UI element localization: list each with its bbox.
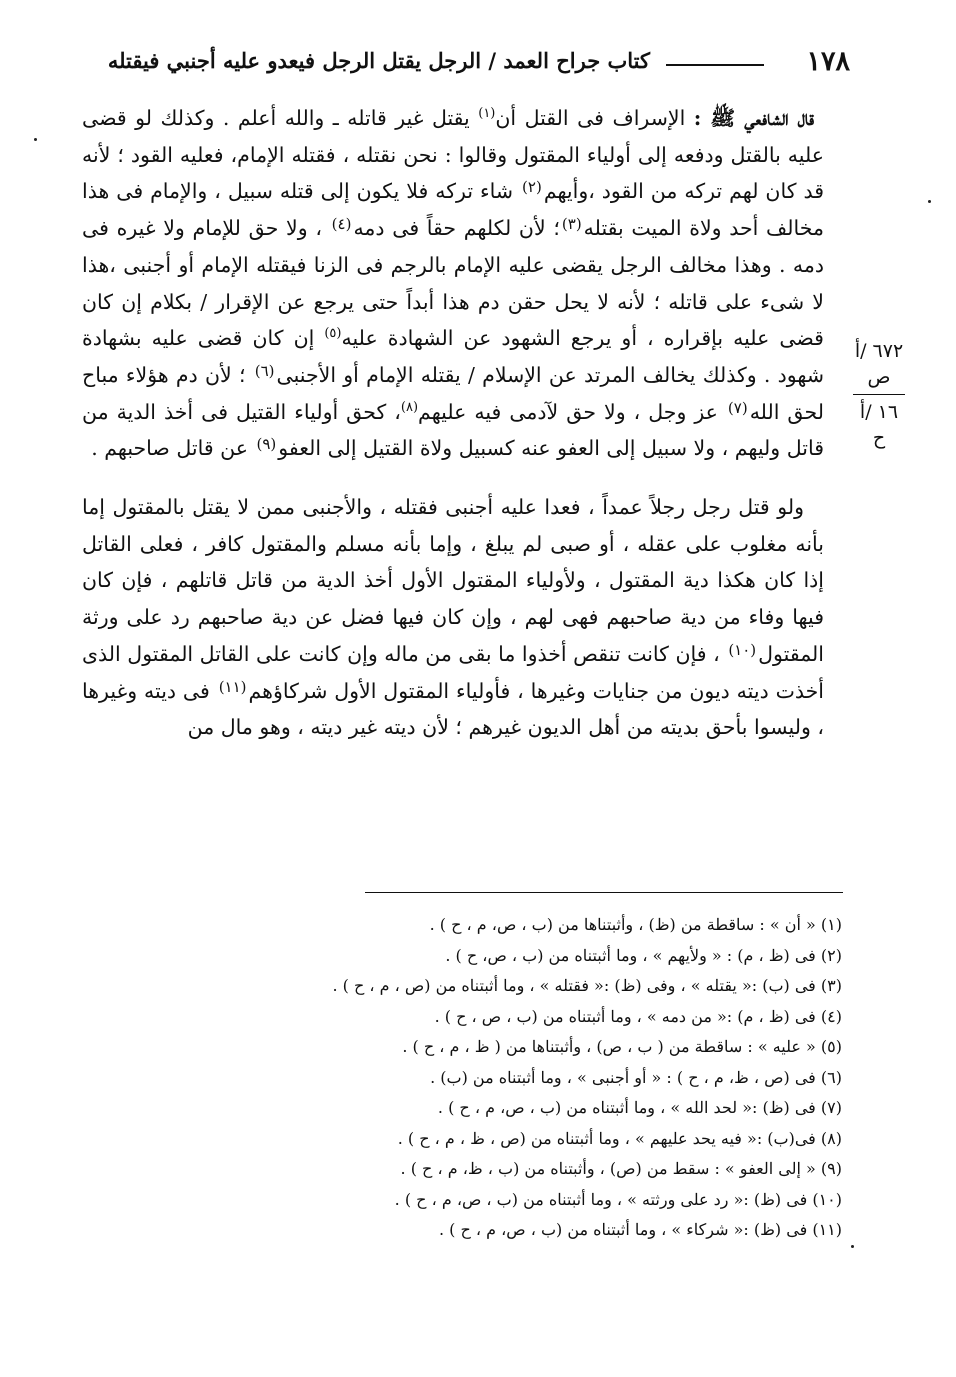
text-segment: عن قاتل صاحبهم . [91,436,255,461]
footnote-ref: (٦) [254,361,275,380]
text-segment: عز وجل ، ولا حق لآدمى فيه عليهم [418,399,726,424]
scan-speck [34,138,37,141]
footnote-ref: (٧) [727,398,748,417]
page-number: ١٧٨ [806,46,850,77]
paragraph-2 [82,489,824,746]
footnote: (١٠) فى (ظ) :« رد على ورثته » ، وما أثبتناه من (ب ، ص، م ، ح ) . [394,1189,842,1209]
footnote: (٩) « إلى العفو » : سقط من (ص) ، وأثبتناه من (ب ، ظ، م ، ح ) . [400,1159,842,1178]
footnote-ref: (٤) [331,215,352,234]
text-segment: إن كان قضى عليه بشهادة شهود . وكذلك يخالف المرتد عن الإسلام / يقتله الإمام أو الأجنبى [82,326,825,387]
footnote-ref: (٩) [256,435,277,454]
footnote: (٣) فى (ب) :« يقتله » ، وفى (ظ) :« فقتله » ، وما أثبتناه من (ص ، م ، ح ) . [332,976,842,995]
main-text [82,100,824,746]
footnote-ref: (٣) [561,215,582,234]
text-segment: شاء تركه فلا يكون إلى قتله سبيل ، والإمام فى هذا مخالف أحد ولاة الميت بقتله [82,179,824,241]
text-segment: ؛ لأن دم هؤلاء مباح لحق الله [82,362,824,424]
text-segment: الإسراف فى القتل أن [495,106,694,130]
footnotes [240,910,842,1246]
speaker-label: قال الشافعي ﷺ : [693,106,815,130]
footnote: (١) « أن » : ساقطة من (ظ) ، وأثبتناها من (ب ، ص، م ، ح ) . [429,915,842,934]
scan-speck [851,1245,854,1248]
text-segment: ، فإن كانت تنقص أخذوا ما بقى من ماله وإن كانت على القاتل المقتول الذى أخذت ديته ديون من جنايات وغيرها ، فأولياء المقتول الأول شركاؤهم [82,641,824,703]
text-segment: ، ولا حق للإمام ولا غيره فى دمه . وهذا مخالف الرجل يقضى عليه الإمام بالرجم فى الزنا فيقتله الإمام أو أجنبى ،هذا لا شىء على قاتله ؛ لأنه لا يحل حقن دم هذا أبداً حتى يرجع عن الإقرار / بكلام إن كان قضى عليه بإقراره ، أو يرجع الشهود عن الشهادة عليه [82,216,824,351]
footnote-ref: (٨) [400,399,419,415]
footnote-ref: (٥) [324,326,342,342]
margin-siglum: ص [867,366,891,388]
footnote: (٧) فى (ظ) :« لحد الله » ، وما أثبتناه من (ب ، ص، م ، ح ) . [437,1098,842,1117]
footnote-ref: (١١) [218,677,247,696]
footnote-rule [365,892,843,893]
scan-speck [928,200,931,203]
footnote-ref: (١) [478,106,496,122]
text-segment: ، كحق أولياء القتيل فى أخذ الدية من قاتل وليهم ، ولا سبيل إلى العفو عنه كسبيل ولاة القتيل إلى العفو [82,399,824,461]
text-segment: ؛ لأن لكلهم حقاً فى دمه [353,216,560,241]
footnote-ref: (١٠) [728,640,757,659]
margin-folio: ١٦ /أ [859,401,899,423]
footnote: (٤) فى (ظ ، م) :« من دمه » ، وما أثبتناه من (ب ، ص ، ح ) . [434,1006,842,1026]
text-segment: يقتل غير قاتله ـ والله أعلم . وكذلك لو قضى عليه بالقتل ودفعه إلى أولياء المقتول وقالوا : نحن نقتله ، فقتله الإمام، فعليه القود ؛ لأنه قد كان لهم تركه من القود ،وأيهم [82,106,824,204]
footnote: (١١) فى (ظ) :« شركاء » ، وما أثبتناه من (ب ، ص، م ، ح ) . [438,1220,842,1239]
running-header [60,46,850,86]
margin-siglum: ح [872,427,886,449]
paragraph-1 [82,100,824,467]
footnote: (٦) فى (ص ، ظ، م ، ح ) : « أو أجنبى » ، وما أثبتناه من (ب) . [430,1067,842,1087]
margin-rule [853,394,905,395]
text-segment: فى ديته وغيرها ، وليسوا بأحق بديته من أهل الديون غيرهم ؛ لأن ديته غير ديته ، وهو مال من [82,678,824,740]
margin-folio: ٦٧٢ /أ [854,340,904,362]
footnote: (٨) فى(ب) :« فيه يحد عليهم » ، وما أثبتناه من (ص ، ظ ، م ، ح ) . [397,1128,842,1148]
header-rule [666,64,764,66]
margin-manuscript-refs [848,338,910,451]
footnote: (٢) فى (ظ ، م) : « ولأيهم » ، وما أثبتناه من (ب ، ص، ح ) . [445,945,842,965]
footnote-ref: (٢) [522,178,542,197]
footnote: (٥) « عليه » : ساقطة من ( ب ، ص) ، وأثبتناها من ( ظ ، م ، ح ) . [402,1037,842,1056]
text-segment: ولو قتل رجل رجلاً عمداً ، فعدا عليه أجنبى فقتله ، والأجنبى ممن لا يقتل بالمقتول إما بأنه مغلوب على عقله ، أو صبى لم يبلغ ، وإما بأنه مسلم والمقتول كافر ، فعلى القاتل إذا كان هكذا دية المقتول ، ولأولياء المقتول الأول أخذ الدية من قاتل قاتلهم ، فإن كان فيها وفاء من دية صاحبهم فهى لهم ، وإن كان فيها فضل عن دية صاحبهم رد على ورثة المقتول [82,495,824,666]
running-title: كتاب جراح العمد / الرجل يقتل الرجل فيعدو عليه أجنبي فيقتله [107,48,650,73]
